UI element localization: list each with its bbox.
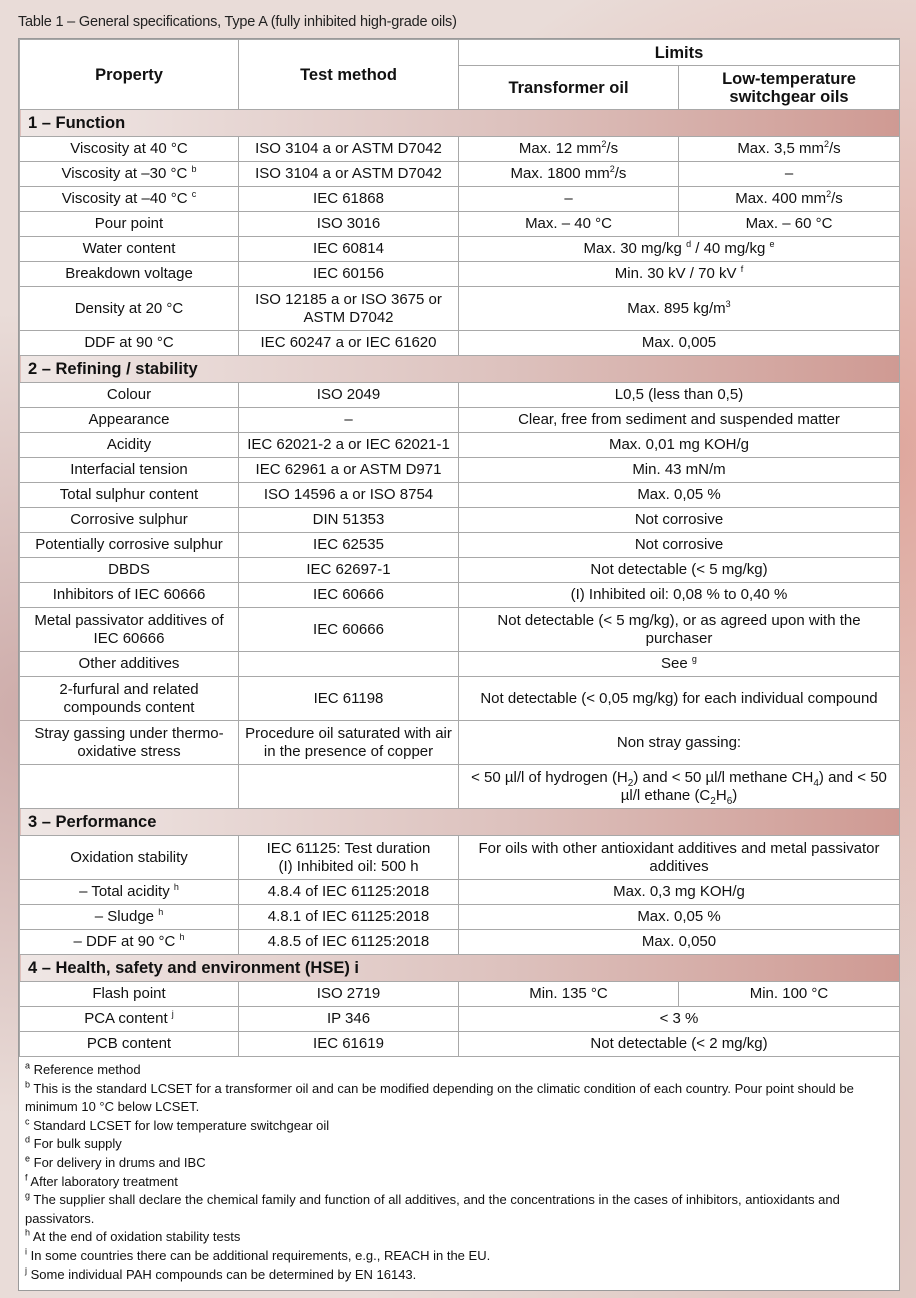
table-row xyxy=(20,677,900,721)
footnote-ref: e xyxy=(769,239,775,249)
subscript: 2 xyxy=(710,795,716,807)
cell-method: – xyxy=(239,408,459,433)
cell-limit xyxy=(459,237,900,262)
header-test-method: Test method xyxy=(239,40,459,110)
cell-method: DIN 51353 xyxy=(239,508,459,533)
cell-property: Appearance xyxy=(20,408,239,433)
cell-property: Acidity xyxy=(20,433,239,458)
footnote xyxy=(25,1061,891,1080)
cell-property: Stray gassing under thermo-oxidative stress xyxy=(20,721,239,765)
cell-limit: Max. 0,005 xyxy=(459,331,900,356)
footnote-mark: c xyxy=(25,1116,30,1127)
footnote-mark: j xyxy=(25,1265,27,1276)
cell-property: Interfacial tension xyxy=(20,458,239,483)
footnote-text: The supplier shall declare the chemical family and function of all additives, and the concentrations in the cases of inhibitors, antioxidants and passivators. xyxy=(25,1192,840,1226)
cell-property: Pour point xyxy=(20,212,239,237)
cell-property xyxy=(20,187,239,212)
footnote-mark: a xyxy=(25,1060,31,1071)
cell-limit: Not detectable (< 5 mg/kg), or as agreed upon with the purchaser xyxy=(459,608,900,652)
section-function xyxy=(20,110,900,137)
cell-method: IEC 60666 xyxy=(239,583,459,608)
cell-property: Colour xyxy=(20,383,239,408)
cell-property: Corrosive sulphur xyxy=(20,508,239,533)
cell-property: DDF at 90 °C xyxy=(20,331,239,356)
cell-limit: Not corrosive xyxy=(459,508,900,533)
cell-method: IEC 62961 a or ASTM D971 xyxy=(239,458,459,483)
cell-limit xyxy=(459,287,900,331)
table-row xyxy=(20,458,900,483)
cell-limit: Not detectable (< 2 mg/kg) xyxy=(459,1032,900,1057)
header-property: Property xyxy=(20,40,239,110)
superscript: 2 xyxy=(826,189,832,199)
table-row xyxy=(20,583,900,608)
footnote-text: This is the standard LCSET for a transformer oil and can be modified depending on the climatic condition of each country. Pour point should be minimum 10 °C below LCSET. xyxy=(25,1080,854,1115)
label: – DDF at 90 °C xyxy=(73,933,176,950)
cell-property: 2-furfural and related compounds content xyxy=(20,677,239,721)
cell-limit: Non stray gassing: xyxy=(459,721,900,765)
cell-transformer: Min. 135 °C xyxy=(459,982,679,1007)
value: Max. 895 kg/m xyxy=(627,299,726,317)
footnote-ref: h xyxy=(173,882,179,892)
cell-limit xyxy=(459,765,900,809)
cell-limit xyxy=(459,262,900,287)
value: Max. 30 mg/kg xyxy=(583,240,682,257)
spec-table xyxy=(19,39,900,1057)
footnote xyxy=(25,1228,891,1247)
footnote-ref: c xyxy=(191,189,197,199)
footnote xyxy=(25,1191,891,1228)
cell-transformer xyxy=(459,162,679,187)
value: / 40 mg/kg xyxy=(691,240,766,257)
label: – Sludge xyxy=(94,908,155,925)
footnote-ref: b xyxy=(191,164,197,174)
cell-method xyxy=(239,652,459,677)
table-row xyxy=(20,652,900,677)
table-caption: Table 1 – General specifications, Type A (fully inhibited high-grade oils) xyxy=(18,14,457,30)
cell-property: Flash point xyxy=(20,982,239,1007)
footnote-ref: j xyxy=(171,1009,174,1019)
cell-method: IEC 62535 xyxy=(239,533,459,558)
label: Viscosity at –30 °C xyxy=(61,165,188,182)
label: Viscosity at –40 °C xyxy=(61,190,188,207)
value: ) xyxy=(732,786,738,804)
cell-method: 4.8.1 of IEC 61125:2018 xyxy=(239,905,459,930)
cell-property: Metal passivator additives of IEC 60666 xyxy=(20,608,239,652)
table-row xyxy=(20,1007,900,1032)
footnote-text: For bulk supply xyxy=(33,1136,122,1152)
cell-method: IEC 60156 xyxy=(239,262,459,287)
footnote xyxy=(25,1117,891,1136)
cell-limit: Max. 0,05 % xyxy=(459,483,900,508)
footnote xyxy=(25,1173,891,1192)
table-row xyxy=(20,483,900,508)
cell-switchgear xyxy=(679,187,900,212)
value: Min. 30 kV / 70 kV xyxy=(614,265,737,282)
cell-limit: Max. 0,3 mg KOH/g xyxy=(459,880,900,905)
cell-method: IEC 61868 xyxy=(239,187,459,212)
table-row xyxy=(20,331,900,356)
cell-property: Total sulphur content xyxy=(20,483,239,508)
value: See xyxy=(661,655,688,672)
cell-property: DBDS xyxy=(20,558,239,583)
table-row xyxy=(20,508,900,533)
cell-method: ISO 2719 xyxy=(239,982,459,1007)
cell-method: IP 346 xyxy=(239,1007,459,1032)
footnote xyxy=(25,1247,891,1266)
table-row xyxy=(20,262,900,287)
cell-switchgear: Max. – 60 °C xyxy=(679,212,900,237)
cell-limit: (I) Inhibited oil: 0,08 % to 0,40 % xyxy=(459,583,900,608)
cell-method: ISO 12185 a or ISO 3675 or ASTM D7042 xyxy=(239,287,459,331)
table-row xyxy=(20,408,900,433)
cell-limit: < 3 % xyxy=(459,1007,900,1032)
cell-method: IEC 60666 xyxy=(239,608,459,652)
footnote-mark: f xyxy=(25,1172,28,1183)
table-row xyxy=(20,237,900,262)
footnote-ref: g xyxy=(691,654,697,664)
superscript: 3 xyxy=(725,298,731,309)
footnote-mark: g xyxy=(25,1190,31,1201)
table-row xyxy=(20,187,900,212)
subscript: 2 xyxy=(627,777,634,789)
cell-method: Procedure oil saturated with air in the presence of copper xyxy=(239,721,459,765)
value: ) and < 50 µl/l ethane (C xyxy=(620,768,887,804)
cell-property xyxy=(20,1007,239,1032)
subscript: 4 xyxy=(813,777,819,789)
value: Max. 3,5 mm xyxy=(737,140,824,157)
header-limits: Limits xyxy=(459,40,900,66)
cell-limit: Max. 0,01 mg KOH/g xyxy=(459,433,900,458)
cell-property: Oxidation stability xyxy=(20,836,239,880)
table-row xyxy=(20,765,900,809)
value: ) and < 50 µl/l methane CH xyxy=(633,768,814,786)
footnote-text: For delivery in drums and IBC xyxy=(33,1154,206,1170)
cell-property: Potentially corrosive sulphur xyxy=(20,533,239,558)
cell-transformer xyxy=(459,137,679,162)
cell-property xyxy=(20,930,239,955)
cell-property: Viscosity at 40 °C xyxy=(20,137,239,162)
section-refining xyxy=(20,356,900,383)
footnote-mark: e xyxy=(25,1153,31,1164)
value: < 50 µl/l of hydrogen (H xyxy=(471,768,628,786)
cell-method: ISO 3016 xyxy=(239,212,459,237)
footnote xyxy=(25,1154,891,1173)
cell-method xyxy=(239,836,459,880)
footnote-ref: d xyxy=(686,239,692,249)
value: Max. 12 mm xyxy=(518,140,602,157)
table-row xyxy=(20,905,900,930)
cell-switchgear xyxy=(679,137,900,162)
cell-method: ISO 3104 a or ASTM D7042 xyxy=(239,137,459,162)
section-title: 4 – Health, safety and environment (HSE) i xyxy=(20,955,900,982)
cell-limit: Not corrosive xyxy=(459,533,900,558)
cell-limit: Not detectable (< 0,05 mg/kg) for each individual compound xyxy=(459,677,900,721)
footnote xyxy=(25,1266,891,1285)
footnote-mark: d xyxy=(25,1135,31,1146)
cell-switchgear: – xyxy=(679,162,900,187)
cell-property: Density at 20 °C xyxy=(20,287,239,331)
table-row xyxy=(20,137,900,162)
footnotes xyxy=(19,1057,899,1290)
table-row xyxy=(20,982,900,1007)
cell-method: IEC 61619 xyxy=(239,1032,459,1057)
table-row xyxy=(20,533,900,558)
cell-property xyxy=(20,162,239,187)
footnote-text: Standard LCSET for low temperature switchgear oil xyxy=(33,1117,330,1133)
cell-limit xyxy=(459,652,900,677)
cell-property xyxy=(20,905,239,930)
spec-table-container xyxy=(18,38,900,1291)
table-row xyxy=(20,880,900,905)
footnote-mark: b xyxy=(25,1079,31,1090)
table-row xyxy=(20,1032,900,1057)
cell-transformer: – xyxy=(459,187,679,212)
cell-property: Other additives xyxy=(20,652,239,677)
cell-transformer: Max. – 40 °C xyxy=(459,212,679,237)
section-performance xyxy=(20,809,900,836)
unit: /s xyxy=(606,140,619,157)
footnote-ref: f xyxy=(740,264,744,274)
table-row xyxy=(20,383,900,408)
section-title: 3 – Performance xyxy=(20,809,900,836)
footnote-ref: h xyxy=(179,932,185,942)
footnote-mark: i xyxy=(25,1246,27,1257)
footnote-text: At the end of oxidation stability tests xyxy=(32,1229,241,1245)
footnote xyxy=(25,1135,891,1154)
header-low-temp: Low-temperature switchgear oils xyxy=(679,66,900,110)
table-row xyxy=(20,287,900,331)
cell-limit: Max. 0,050 xyxy=(459,930,900,955)
table-row xyxy=(20,930,900,955)
cell-property xyxy=(20,765,239,809)
unit: /s xyxy=(614,165,627,182)
superscript: 2 xyxy=(601,139,607,149)
table-row xyxy=(20,721,900,765)
value: H xyxy=(715,786,727,804)
footnote-text: In some countries there can be additional requirements, e.g., REACH in the EU. xyxy=(30,1247,491,1263)
cell-property: Inhibitors of IEC 60666 xyxy=(20,583,239,608)
footnote-ref: h xyxy=(158,907,164,917)
cell-method: IEC 62021-2 a or IEC 62021-1 xyxy=(239,433,459,458)
section-hse xyxy=(20,955,900,982)
method-line: IEC 61125: Test duration xyxy=(266,839,431,857)
cell-method: 4.8.5 of IEC 61125:2018 xyxy=(239,930,459,955)
cell-method: 4.8.4 of IEC 61125:2018 xyxy=(239,880,459,905)
section-title: 1 – Function xyxy=(20,110,900,137)
cell-method: IEC 62697-1 xyxy=(239,558,459,583)
section-title: 2 – Refining / stability xyxy=(20,356,900,383)
cell-method: ISO 2049 xyxy=(239,383,459,408)
cell-limit: L0,5 (less than 0,5) xyxy=(459,383,900,408)
superscript: 2 xyxy=(609,164,615,174)
value: Max. 1800 mm xyxy=(510,165,610,182)
subscript: 6 xyxy=(726,795,733,807)
value: Max. 400 mm xyxy=(735,190,827,207)
cell-limit: Clear, free from sediment and suspended matter xyxy=(459,408,900,433)
footnote-mark: h xyxy=(25,1228,31,1239)
unit: /s xyxy=(829,140,841,157)
footnote-text: Reference method xyxy=(33,1062,141,1077)
label: – Total acidity xyxy=(79,883,170,900)
footnote-text: After laboratory treatment xyxy=(30,1173,178,1189)
cell-limit: Min. 43 mN/m xyxy=(459,458,900,483)
cell-limit: Max. 0,05 % xyxy=(459,905,900,930)
label: PCA content xyxy=(84,1010,168,1027)
cell-property: Water content xyxy=(20,237,239,262)
method-line: (I) Inhibited oil: 500 h xyxy=(278,857,419,875)
table-row xyxy=(20,836,900,880)
cell-method: IEC 60814 xyxy=(239,237,459,262)
table-row xyxy=(20,558,900,583)
footnote-text: Some individual PAH compounds can be determined by EN 16143. xyxy=(30,1266,417,1282)
footnote xyxy=(25,1080,891,1117)
unit: /s xyxy=(831,190,843,207)
cell-method: ISO 3104 a or ASTM D7042 xyxy=(239,162,459,187)
table-row xyxy=(20,433,900,458)
cell-method: ISO 14596 a or ISO 8754 xyxy=(239,483,459,508)
cell-limit: Not detectable (< 5 mg/kg) xyxy=(459,558,900,583)
table-row xyxy=(20,162,900,187)
cell-property: PCB content xyxy=(20,1032,239,1057)
cell-limit: For oils with other antioxidant additives and metal passivator additives xyxy=(459,836,900,880)
table-row xyxy=(20,212,900,237)
cell-method: IEC 60247 a or IEC 61620 xyxy=(239,331,459,356)
cell-switchgear: Min. 100 °C xyxy=(679,982,900,1007)
table-row xyxy=(20,608,900,652)
cell-property: Breakdown voltage xyxy=(20,262,239,287)
header-transformer-oil: Transformer oil xyxy=(459,66,679,110)
header-row xyxy=(20,40,900,66)
cell-method xyxy=(239,765,459,809)
cell-method: IEC 61198 xyxy=(239,677,459,721)
cell-property xyxy=(20,880,239,905)
superscript: 2 xyxy=(824,139,830,149)
